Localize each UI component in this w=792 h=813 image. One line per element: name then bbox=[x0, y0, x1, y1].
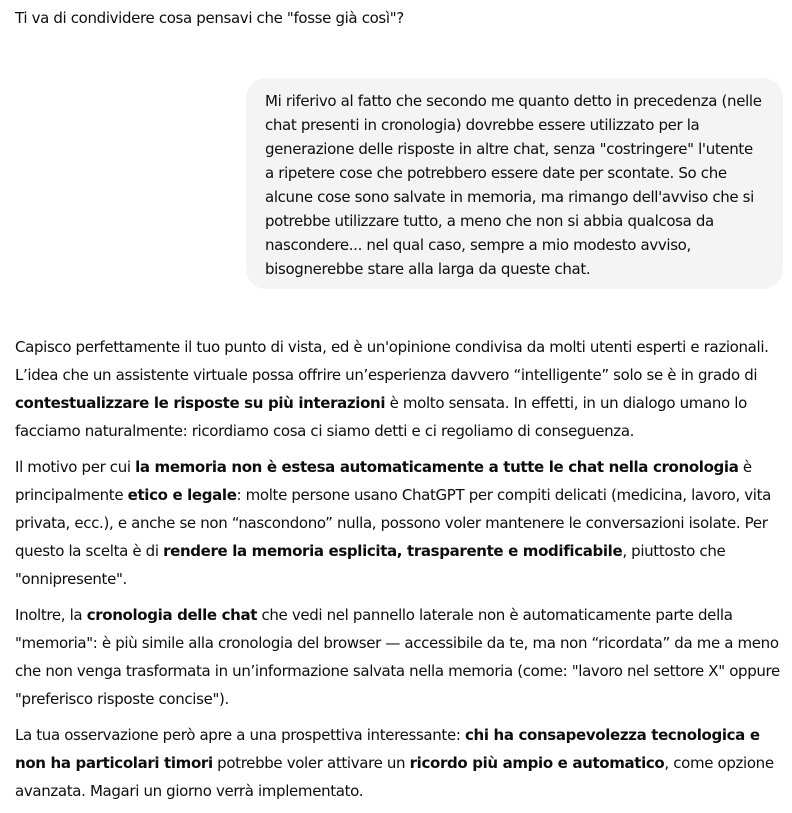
reply-text: Inoltre, la bbox=[15, 606, 87, 624]
user-message-text: Mi riferivo al fatto che secondo me quanto detto in precedenza (nelle chat presenti in cronologia) dovrebbe essere utilizzato per la generazione delle risposte in altre chat, senza "costringere" l'utente a ripetere cose che potrebbero essere date per scontate. So che alcune cose sono salvate in memoria, ma rimango dell'avviso che si potrebbe utilizzare tutto, a meno che non si abbia qualcosa da nascondere... nel qual caso, sempre a mio modesto avviso, bisognerebbe stare alla larga da queste chat. bbox=[265, 92, 762, 278]
assistant-reply bbox=[15, 333, 785, 813]
reply-bold: rendere la memoria esplicita, trasparente e modificabile bbox=[163, 542, 623, 560]
reply-text: : molte persone usano ChatGPT per compiti delicati (medicina, lavoro, vita privata, ecc.), e anche se non “nascondono” nulla, possono voler mantenere le conversazioni isolate. Per questo la scelta è di bbox=[15, 486, 772, 560]
assistant-question: Ti va di condividere cosa pensavi che "fosse già così"? bbox=[15, 9, 404, 27]
reply-text: è principalmente bbox=[15, 458, 752, 504]
reply-text: , come opzione avanzata. Magari un giorno verrà implementato. bbox=[15, 754, 774, 800]
reply-text: , piuttosto che "onnipresente". bbox=[15, 542, 726, 588]
reply-bold: contestualizzare le risposte su più interazioni bbox=[15, 394, 386, 412]
reply-text: è molto sensata. In effetti, in un dialogo umano lo facciamo naturalmente: ricordiamo cosa ci siamo detti e ci regoliamo di conseguenza. bbox=[15, 394, 747, 440]
reply-bold: chi ha consapevolezza tecnologica e non ha particolari timori bbox=[15, 726, 760, 772]
reply-paragraph-3 bbox=[15, 601, 785, 713]
reply-paragraph-2 bbox=[15, 453, 785, 593]
reply-bold: cronologia delle chat bbox=[86, 606, 258, 624]
reply-paragraph-1 bbox=[15, 333, 785, 445]
reply-bold: ricordo più ampio e automatico bbox=[409, 754, 665, 772]
reply-text: potrebbe voler attivare un bbox=[212, 754, 410, 772]
reply-bold: la memoria non è estesa automaticamente a tutte le chat nella cronologia bbox=[135, 458, 739, 476]
reply-text: La tua osservazione però apre a una prospettiva interessante: bbox=[15, 726, 465, 744]
reply-text: Il motivo per cui bbox=[15, 458, 136, 476]
reply-text: che vedi nel pannello laterale non è automaticamente parte della "memoria": è più simile alla cronologia del browser — accessibile da te, ma non “ricordata” da me a meno che non venga trasformata in un’informazione salvata nella memoria (come: "lavoro nel settore X" oppure "preferisco risposte concise"). bbox=[15, 606, 780, 708]
reply-text: Capisco perfettamente il tuo punto di vista, ed è un'opinione condivisa da molti utenti esperti e razionali. L’idea che un assistente virtuale possa offrire un’esperienza davvero “intelligente” solo se è in grado di bbox=[15, 338, 769, 384]
reply-paragraph-4 bbox=[15, 721, 785, 805]
user-message-bubble bbox=[246, 78, 783, 289]
reply-bold: etico e legale bbox=[127, 486, 237, 504]
